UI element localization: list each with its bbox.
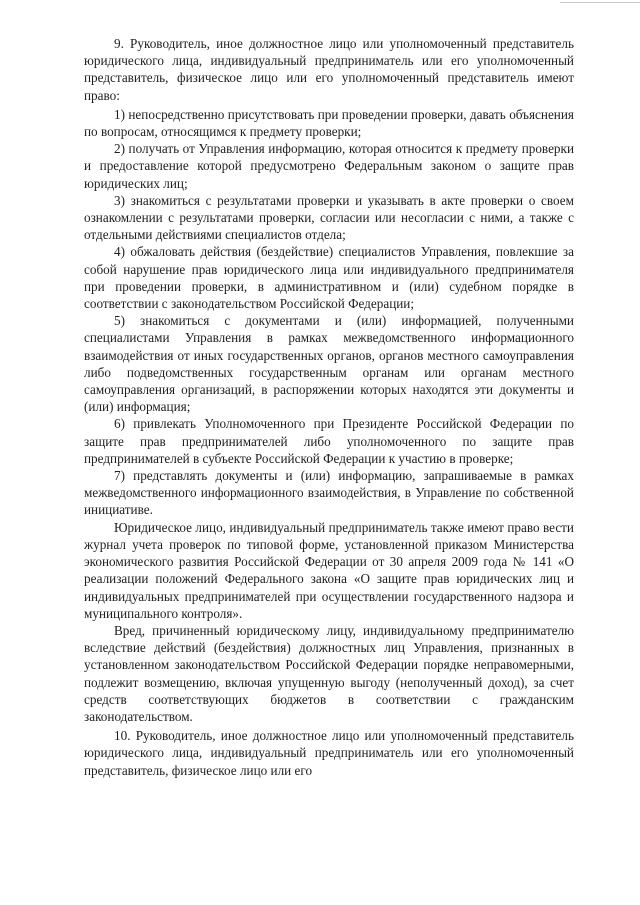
paragraph-damage-compensation: Вред, причиненный юридическому лицу, индивидуальному предпринимателю вследствие действий (бездействия) должностных лиц Управления, признанных в установленном законодательством Российской Федерации порядке неправомерными, подлежит возмещению, включая упущенную выгоду (неполученный доход), за счет средств соответствующих бюджетов в соответствии с гражданским законодательством. xyxy=(84,622,574,724)
document-page xyxy=(84,35,574,779)
paragraph-item-3: 3) знакомиться с результатами проверки и указывать в акте проверки о своем ознакомлении с результатами проверки, согласии или несогласии с ними, а также с отдельными действиями специалистов отдела; xyxy=(84,192,574,243)
paragraph-item-6: 6) привлекать Уполномоченного при Президенте Российской Федерации по защите прав предпринимателей либо уполномоченного по защите прав предпринимателей в субъекте Российской Федерации к участию в проверке; xyxy=(84,416,574,466)
top-edge-line xyxy=(560,2,640,3)
paragraph-item-1: 1) непосредственно присутствовать при проведении проверки, давать объяснения по вопросам, относящимся к предмету проверки; xyxy=(84,106,574,140)
paragraph-item-7: 7) представлять документы и (или) информацию, запрашиваемые в рамках межведомственного информационного взаимодействия, в Управление по собственной инициативе. xyxy=(84,468,574,518)
paragraph-item-2: 2) получать от Управления информацию, которая относится к предмету проверки и предоставление которой предусмотрено Федеральным законом о защите прав юридических лиц; xyxy=(84,141,574,191)
paragraph-item-4: 4) обжаловать действия (бездействие) специалистов Управления, повлекшие за собой нарушение прав юридического лица или индивидуального предпринимателя при проведении проверки, в административном и (или) судебном порядке в соответствии с законодательством Российской Федерации; xyxy=(84,244,574,312)
paragraph-9-intro: 9. Руководитель, иное должностное лицо или уполномоченный представитель юридического лица, индивидуальный предприниматель или его уполномоченный представитель, физическое лицо или его уполномоченный представитель имеют право: xyxy=(84,36,574,103)
paragraph-item-5: 5) знакомиться с документами и (или) информацией, полученными специалистами Управления в рамках межведомственного информационного взаимодействия от иных государственных органов, органов местного самоуправления либо подведомственных государственным органам или органам местного самоуправления организаций, в распоряжении которых находятся эти документы и (или) информация; xyxy=(84,313,574,415)
paragraph-journal-right: Юридическое лицо, индивидуальный предприниматель также имеют право вести журнал учета проверок по типовой форме, установленной приказом Министерства экономического развития Российской Федерации от 30 апреля 2009 года № 141 «О реализации положений Федерального закона «О защите прав юридических лиц и индивидуальных предпринимателей при осуществлении государственного надзора и муниципального контроля». xyxy=(84,519,574,621)
paragraph-10-intro: 10. Руководитель, иное должностное лицо или уполномоченный представитель юридического лица, индивидуальный предприниматель или его уполномоченный представитель, физическое лицо или его xyxy=(84,728,574,778)
